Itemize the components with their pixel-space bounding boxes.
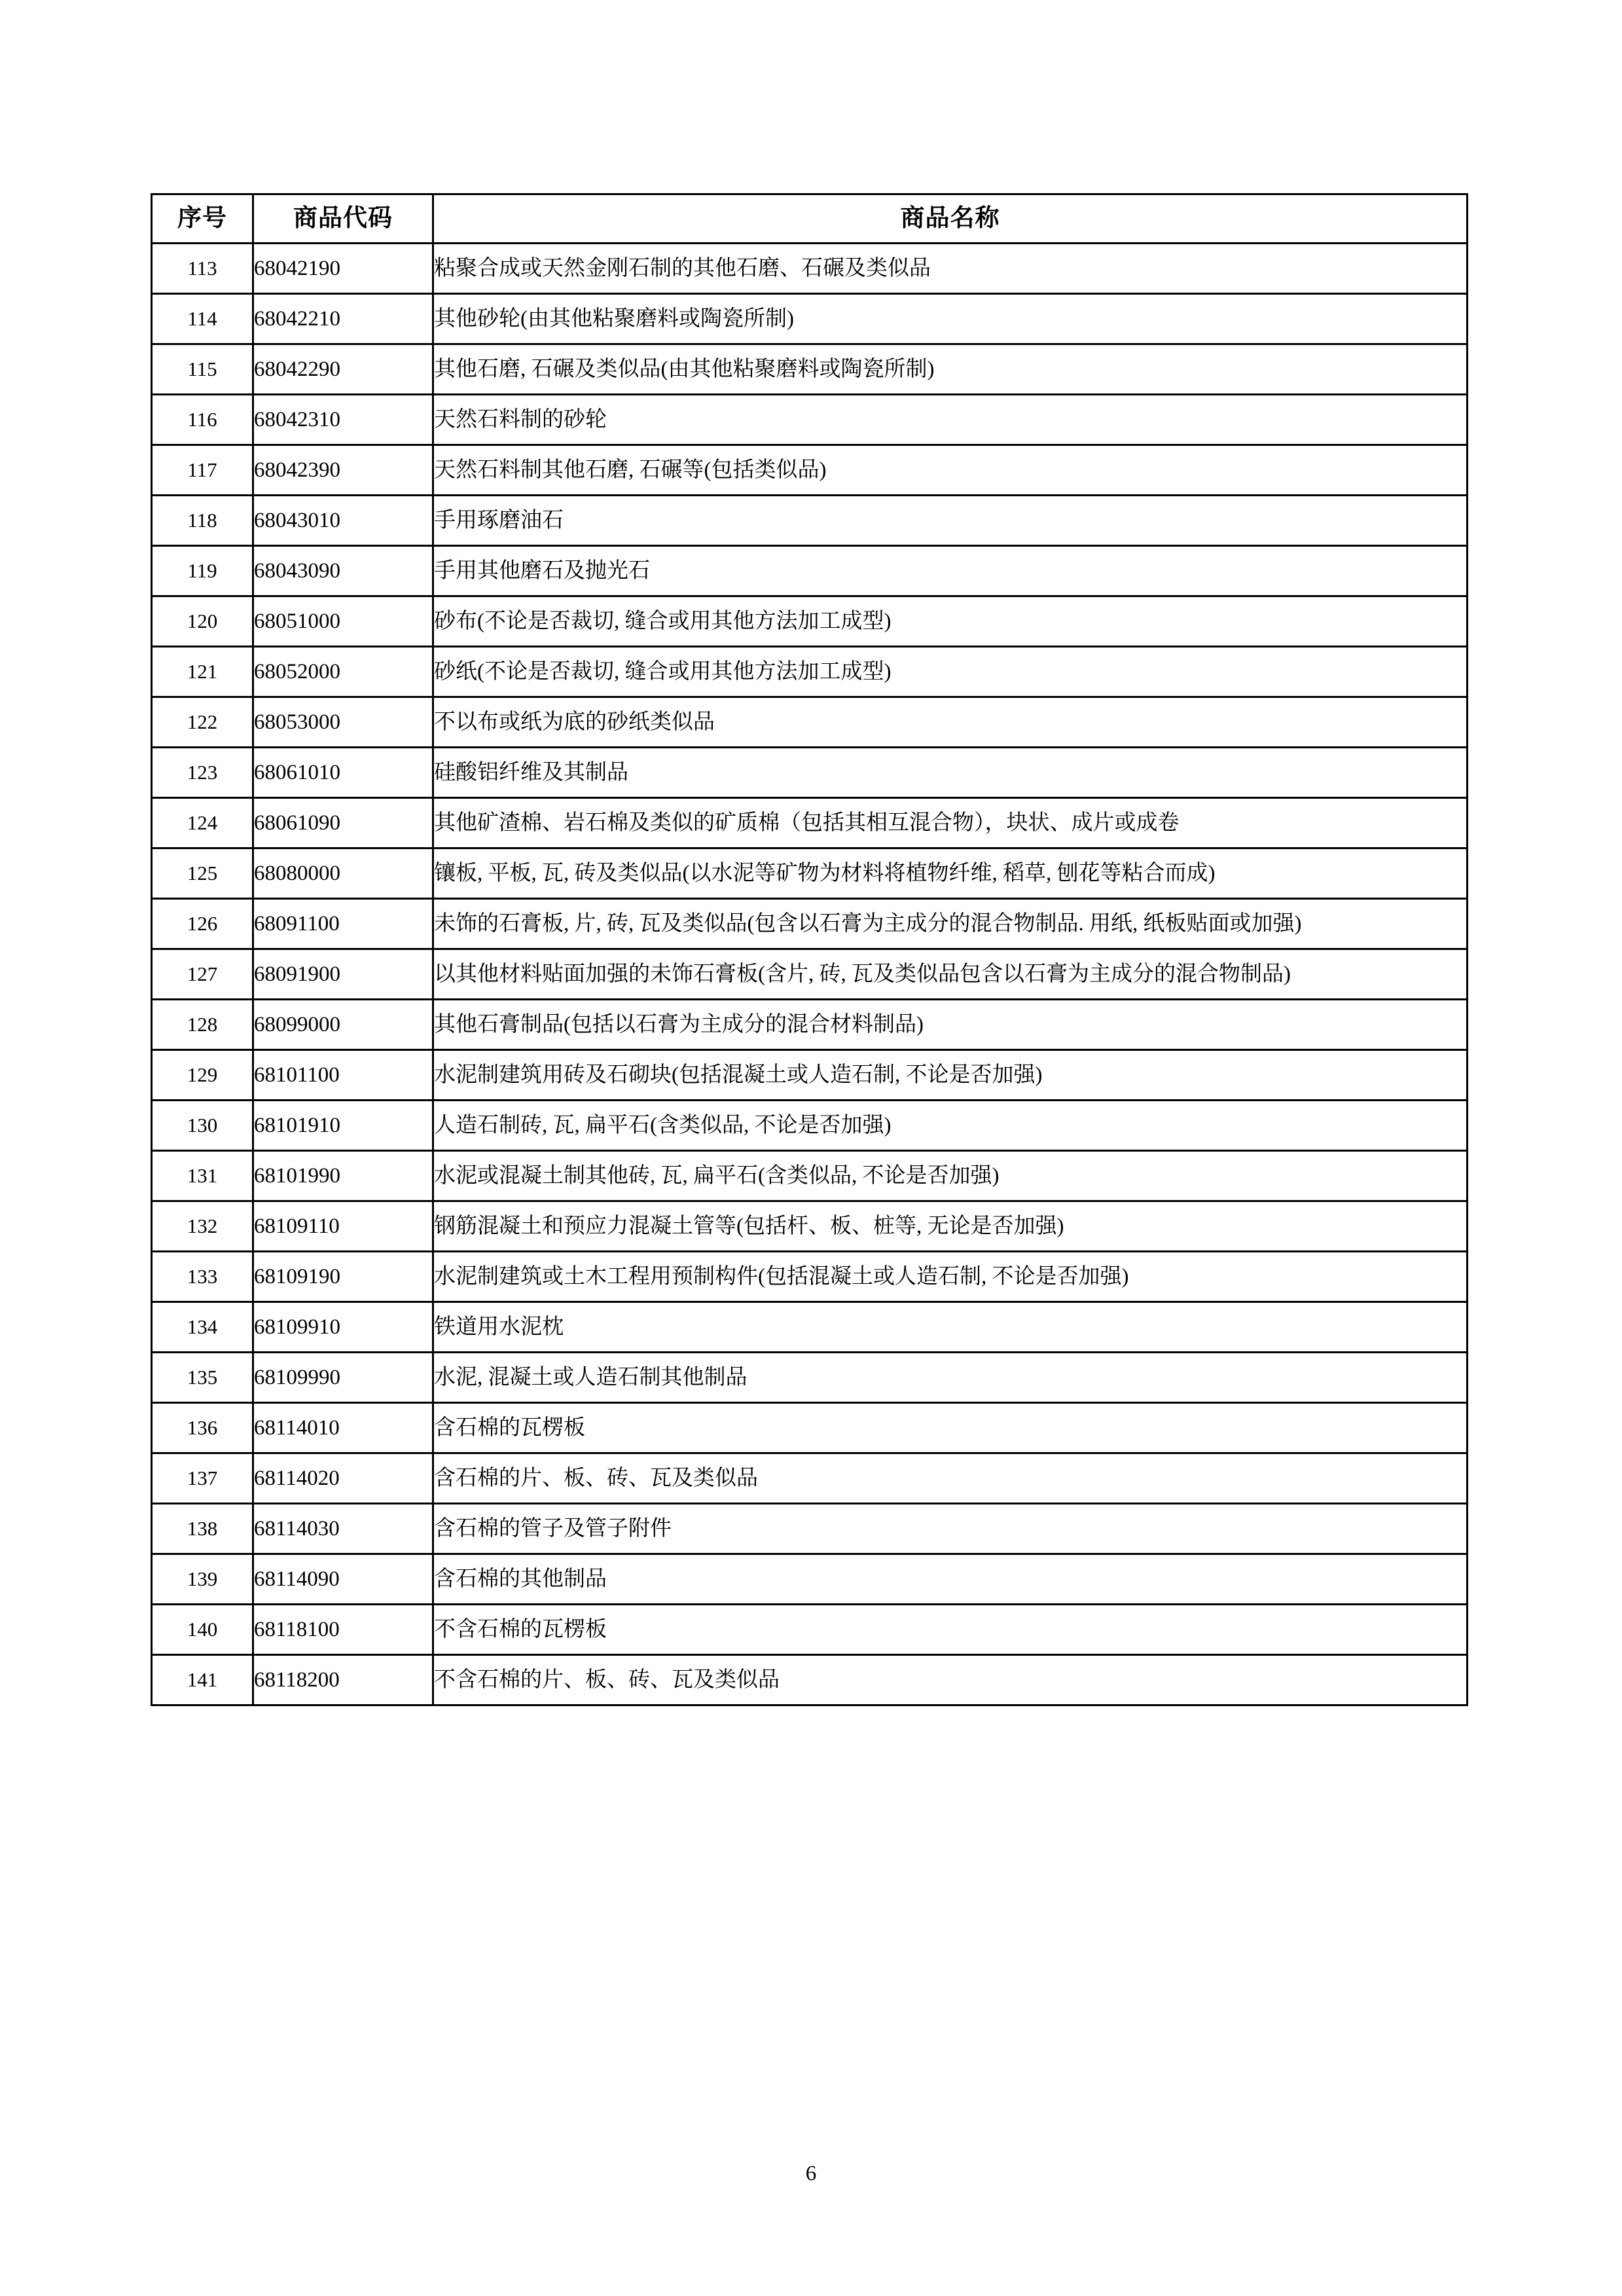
cell-name: 其他砂轮(由其他粘聚磨料或陶瓷所制) xyxy=(433,294,1468,344)
column-header-code: 商品代码 xyxy=(253,194,433,244)
cell-seq: 123 xyxy=(152,748,253,798)
cell-name: 天然石料制其他石磨, 石碾等(包括类似品) xyxy=(433,445,1468,496)
cell-code: 68042210 xyxy=(253,294,433,344)
table-row xyxy=(152,1151,1468,1201)
cell-seq: 125 xyxy=(152,848,253,899)
cell-code: 68101990 xyxy=(253,1151,433,1201)
cell-seq: 127 xyxy=(152,949,253,1000)
cell-seq: 141 xyxy=(152,1655,253,1705)
table-row xyxy=(152,697,1468,748)
cell-name: 含石棉的片、板、砖、瓦及类似品 xyxy=(433,1453,1468,1504)
cell-seq: 140 xyxy=(152,1605,253,1655)
cell-code: 68091900 xyxy=(253,949,433,1000)
cell-seq: 120 xyxy=(152,596,253,647)
cell-name: 粘聚合成或天然金刚石制的其他石磨、石碾及类似品 xyxy=(433,244,1468,294)
cell-code: 68099000 xyxy=(253,1000,433,1050)
cell-seq: 135 xyxy=(152,1353,253,1403)
cell-name: 镶板, 平板, 瓦, 砖及类似品(以水泥等矿物为材料将植物纤维, 稻草, 刨花等粘合而成) xyxy=(433,848,1468,899)
cell-code: 68042290 xyxy=(253,344,433,395)
cell-name: 其他石膏制品(包括以石膏为主成分的混合材料制品) xyxy=(433,1000,1468,1050)
cell-code: 68114020 xyxy=(253,1453,433,1504)
table-row xyxy=(152,848,1468,899)
cell-seq: 119 xyxy=(152,546,253,596)
table-row xyxy=(152,294,1468,344)
cell-code: 68080000 xyxy=(253,848,433,899)
cell-seq: 117 xyxy=(152,445,253,496)
cell-code: 68043090 xyxy=(253,546,433,596)
cell-seq: 116 xyxy=(152,395,253,445)
cell-name: 手用琢磨油石 xyxy=(433,496,1468,546)
cell-code: 68042310 xyxy=(253,395,433,445)
table-row xyxy=(152,395,1468,445)
page-number: 6 xyxy=(805,2162,817,2185)
cell-code: 68114090 xyxy=(253,1554,433,1605)
cell-name: 水泥制建筑或土木工程用预制构件(包括混凝土或人造石制, 不论是否加强) xyxy=(433,1252,1468,1302)
cell-name: 天然石料制的砂轮 xyxy=(433,395,1468,445)
cell-seq: 113 xyxy=(152,244,253,294)
cell-name: 未饰的石膏板, 片, 砖, 瓦及类似品(包含以石膏为主成分的混合物制品. 用纸, 纸板贴面或加强) xyxy=(433,899,1468,949)
cell-seq: 121 xyxy=(152,647,253,697)
table-row xyxy=(152,1403,1468,1453)
cell-seq: 124 xyxy=(152,798,253,848)
cell-name: 硅酸铝纤维及其制品 xyxy=(433,748,1468,798)
cell-code: 68042390 xyxy=(253,445,433,496)
cell-seq: 128 xyxy=(152,1000,253,1050)
cell-code: 68109110 xyxy=(253,1201,433,1252)
cell-code: 68114010 xyxy=(253,1403,433,1453)
cell-name: 手用其他磨石及抛光石 xyxy=(433,546,1468,596)
cell-code: 68109190 xyxy=(253,1252,433,1302)
cell-seq: 133 xyxy=(152,1252,253,1302)
table-row xyxy=(152,496,1468,546)
cell-seq: 131 xyxy=(152,1151,253,1201)
cell-seq: 129 xyxy=(152,1050,253,1101)
table-row xyxy=(152,1453,1468,1504)
table-row xyxy=(152,1605,1468,1655)
table-row xyxy=(152,1353,1468,1403)
cell-name: 含石棉的瓦楞板 xyxy=(433,1403,1468,1453)
cell-name: 其他石磨, 石碾及类似品(由其他粘聚磨料或陶瓷所制) xyxy=(433,344,1468,395)
table-row xyxy=(152,546,1468,596)
table-row xyxy=(152,1554,1468,1605)
cell-name: 水泥或混凝土制其他砖, 瓦, 扁平石(含类似品, 不论是否加强) xyxy=(433,1151,1468,1201)
table-row xyxy=(152,949,1468,1000)
cell-name: 钢筋混凝土和预应力混凝土管等(包括杆、板、桩等, 无论是否加强) xyxy=(433,1201,1468,1252)
cell-seq: 136 xyxy=(152,1403,253,1453)
table-row xyxy=(152,1252,1468,1302)
table-row xyxy=(152,1050,1468,1101)
cell-code: 68052000 xyxy=(253,647,433,697)
table-row xyxy=(152,798,1468,848)
cell-code: 68101910 xyxy=(253,1101,433,1151)
column-header-name: 商品名称 xyxy=(433,194,1468,244)
cell-code: 68109990 xyxy=(253,1353,433,1403)
table-row xyxy=(152,1101,1468,1151)
goods-table xyxy=(151,193,1468,1706)
cell-seq: 137 xyxy=(152,1453,253,1504)
column-header-seq: 序号 xyxy=(152,194,253,244)
table-body xyxy=(152,244,1468,1705)
cell-seq: 115 xyxy=(152,344,253,395)
cell-code: 68051000 xyxy=(253,596,433,647)
cell-name: 不以布或纸为底的砂纸类似品 xyxy=(433,697,1468,748)
cell-code: 68042190 xyxy=(253,244,433,294)
cell-code: 68118100 xyxy=(253,1605,433,1655)
cell-name: 含石棉的管子及管子附件 xyxy=(433,1504,1468,1554)
table-row xyxy=(152,344,1468,395)
cell-name: 砂纸(不论是否裁切, 缝合或用其他方法加工成型) xyxy=(433,647,1468,697)
table-row xyxy=(152,1504,1468,1554)
cell-code: 68101100 xyxy=(253,1050,433,1101)
cell-name: 不含石棉的瓦楞板 xyxy=(433,1605,1468,1655)
cell-code: 68061090 xyxy=(253,798,433,848)
cell-name: 以其他材料贴面加强的未饰石膏板(含片, 砖, 瓦及类似品包含以石膏为主成分的混合物制品) xyxy=(433,949,1468,1000)
cell-code: 68091100 xyxy=(253,899,433,949)
cell-seq: 134 xyxy=(152,1302,253,1353)
cell-name: 铁道用水泥枕 xyxy=(433,1302,1468,1353)
cell-code: 68043010 xyxy=(253,496,433,546)
cell-name: 不含石棉的片、板、砖、瓦及类似品 xyxy=(433,1655,1468,1705)
table-row xyxy=(152,1302,1468,1353)
cell-name: 其他矿渣棉、岩石棉及类似的矿质棉（包括其相互混合物），块状、成片或成卷 xyxy=(433,798,1468,848)
cell-seq: 126 xyxy=(152,899,253,949)
table-row xyxy=(152,244,1468,294)
table-row xyxy=(152,899,1468,949)
cell-name: 水泥, 混凝土或人造石制其他制品 xyxy=(433,1353,1468,1403)
table-header-row xyxy=(152,194,1468,244)
cell-code: 68118200 xyxy=(253,1655,433,1705)
cell-code: 68109910 xyxy=(253,1302,433,1353)
cell-code: 68114030 xyxy=(253,1504,433,1554)
cell-seq: 132 xyxy=(152,1201,253,1252)
cell-seq: 118 xyxy=(152,496,253,546)
table-header xyxy=(152,194,1468,244)
cell-seq: 130 xyxy=(152,1101,253,1151)
table-row xyxy=(152,1655,1468,1705)
cell-name: 人造石制砖, 瓦, 扁平石(含类似品, 不论是否加强) xyxy=(433,1101,1468,1151)
table-row xyxy=(152,445,1468,496)
cell-seq: 139 xyxy=(152,1554,253,1605)
cell-seq: 138 xyxy=(152,1504,253,1554)
cell-name: 含石棉的其他制品 xyxy=(433,1554,1468,1605)
table-row xyxy=(152,1000,1468,1050)
table-row xyxy=(152,647,1468,697)
cell-name: 砂布(不论是否裁切, 缝合或用其他方法加工成型) xyxy=(433,596,1468,647)
table-row xyxy=(152,748,1468,798)
cell-seq: 122 xyxy=(152,697,253,748)
table-row xyxy=(152,596,1468,647)
cell-seq: 114 xyxy=(152,294,253,344)
table-row xyxy=(152,1201,1468,1252)
cell-name: 水泥制建筑用砖及石砌块(包括混凝土或人造石制, 不论是否加强) xyxy=(433,1050,1468,1101)
cell-code: 68061010 xyxy=(253,748,433,798)
cell-code: 68053000 xyxy=(253,697,433,748)
